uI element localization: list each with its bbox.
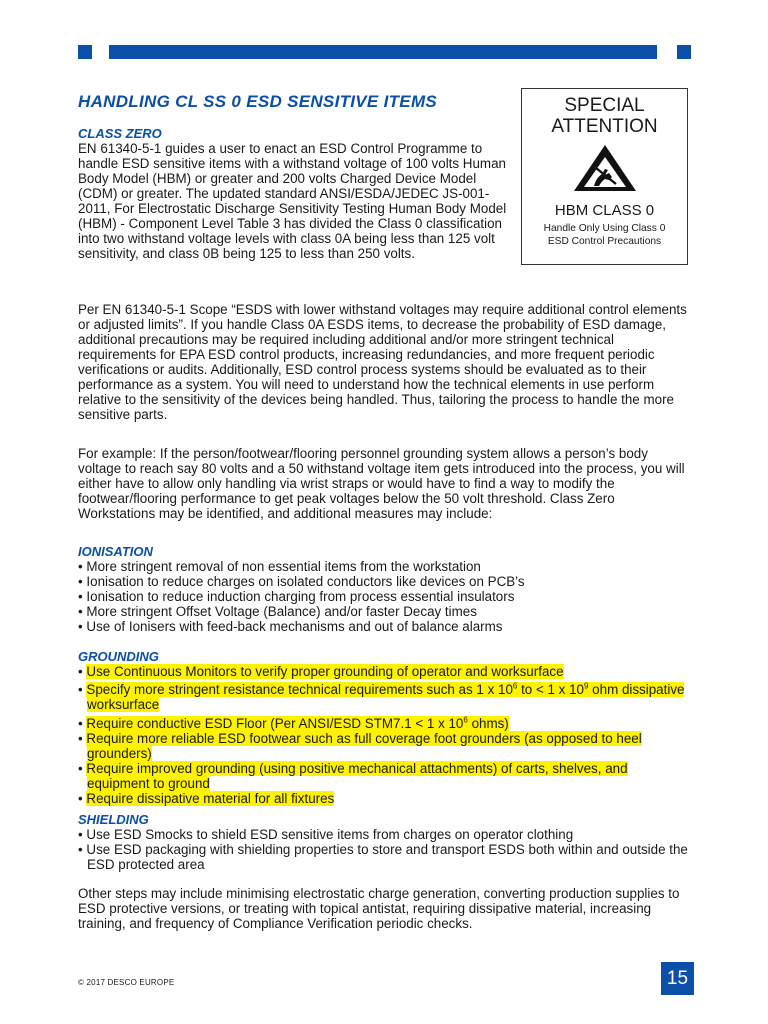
class-zero-text: EN 61340-5-1 guides a user to enact an ESD Control Programme to handle ESD sensitive items with a withstand voltage of 100 volts Human Body Model (HBM) or greater and 200 volts Charged Device Model (CDM) or greater. The updated standard ANSI/ESDA/JEDEC JS-001-2011, For Electrostatic Discharge Sensitivity Testing Human Body Model (HBM) - Component Level Table 3 has divided the Class 0 classification into two withstand voltage levels with class 0A being less than 125 volt sensitivity, and class 0B being 125 to less than 250 volts. (78, 141, 507, 261)
ionisation-section (78, 544, 690, 634)
callout-note-line1: Handle Only Using Class 0 (543, 223, 666, 234)
highlighted-text (86, 716, 508, 731)
list-item (78, 731, 690, 761)
list-item: • More stringent removal of non essential items from the workstation (78, 559, 690, 574)
callout-title-line1: SPECIAL (564, 95, 645, 116)
class-zero-heading: CLASS ZERO (78, 126, 162, 141)
callout-note-line2: ESD Control Precautions (547, 236, 662, 247)
highlighted-text: Require improved grounding (using positive mechanical attachments) of carts, shelves, and equipment to ground (86, 760, 628, 791)
exponent: 6 (463, 715, 468, 725)
grounding-heading: GROUNDING (78, 649, 159, 664)
spec-mid: to < 1 x 10 (517, 682, 584, 698)
list-item: • Ionisation to reduce charges on isolated conductors like devices on PCB’s (78, 574, 690, 589)
floor-suffix: ohms) (467, 715, 509, 731)
ionisation-list (78, 559, 690, 634)
shielding-section (78, 812, 690, 872)
hbm-class-label: HBM CLASS 0 (554, 202, 655, 219)
special-attention-callout (521, 88, 688, 265)
callout-title-line2: ATTENTION (551, 116, 658, 137)
shielding-list (78, 827, 690, 872)
esd-susceptibility-icon (572, 143, 638, 193)
list-item: • Use ESD packaging with shielding properties to store and transport ESDS both within and outside the ESD protected area (78, 842, 690, 872)
footer-copyright: © 2017 DESCO EUROPE (78, 978, 175, 987)
highlighted-text: Require dissipative material for all fixtures (86, 790, 335, 806)
highlighted-text (86, 682, 684, 712)
exponent: 6 (512, 682, 518, 691)
list-item (78, 712, 690, 730)
floor-text: Require conductive ESD Floor (Per ANSI/ESD STM7.1 < 1 x 10 (86, 715, 464, 731)
list-item (78, 679, 690, 712)
exponent: 9 (584, 682, 589, 691)
paragraph-scope: Per EN 61340-5-1 Scope “ESDS with lower withstand voltages may require additional control elements or adjusted limits”. If you handle Class 0A ESDS items, to decrease the probability of ESD damage, additional precautions may be required including additional and/or more stringent technical requirements for EPA ESD control products, increasing redundancies, and more frequent periodic verifications or audits. Additionally, ESD control process systems should be evaluated as to their performance as a system. You will need to understand how the technical elements in use perform relative to the sensitivity of the devices being handled. Thus, tailoring the process to handle the more sensitive parts. (78, 302, 687, 422)
header-bar (109, 45, 657, 59)
list-item: • Use of Ionisers with feed-back mechanisms and out of balance alarms (78, 619, 690, 634)
ionisation-heading: IONISATION (78, 544, 153, 559)
list-item (78, 761, 690, 791)
grounding-section (78, 649, 690, 806)
shielding-heading: SHIELDING (78, 812, 149, 827)
page-title: HANDLING CL SS 0 ESD SENSITIVE ITEMS (78, 92, 438, 111)
grounding-list (78, 664, 690, 806)
page-number: 15 (661, 962, 694, 995)
paragraph-other-steps: Other steps may include minimising electrostatic charge generation, converting production supplies to ESD protective versions, or treating with topical antistat, requiring dissipative material, increasing training, and frequency of Compliance Verification periodic checks. (78, 886, 680, 931)
class-zero-section (78, 126, 518, 261)
highlighted-text: Use Continuous Monitors to verify proper grounding of operator and worksurface (86, 664, 564, 679)
spec-prefix: Specify more stringent resistance technical requirements such as 1 x 10 (86, 682, 513, 698)
header-bar-left-block (78, 45, 92, 59)
list-item: • Ionisation to reduce induction charging from process essential insulators (78, 589, 690, 604)
list-item: • Use ESD Smocks to shield ESD sensitive items from charges on operator clothing (78, 827, 690, 842)
spec-suffix: ohm dissipative worksurface (87, 682, 685, 713)
list-item (78, 664, 690, 679)
paragraph-example: For example: If the person/footwear/flooring personnel grounding system allows a person’s body voltage to reach say 80 volts and a 50 withstand voltage item gets introduced into the process, you will either have to allow only handling via wrist straps or would have to find a way to modify the footwear/flooring performance to get peak voltages below the 50 volt threshold. Class Zero Workstations may be identified, and additional measures may include: (78, 446, 685, 521)
list-item (78, 791, 690, 806)
header-bar-right-block (677, 45, 691, 59)
highlighted-text: Require more reliable ESD footwear such as full coverage foot grounders (as opposed to heel grounders) (86, 730, 642, 761)
list-item: • More stringent Offset Voltage (Balance) and/or faster Decay times (78, 604, 690, 619)
